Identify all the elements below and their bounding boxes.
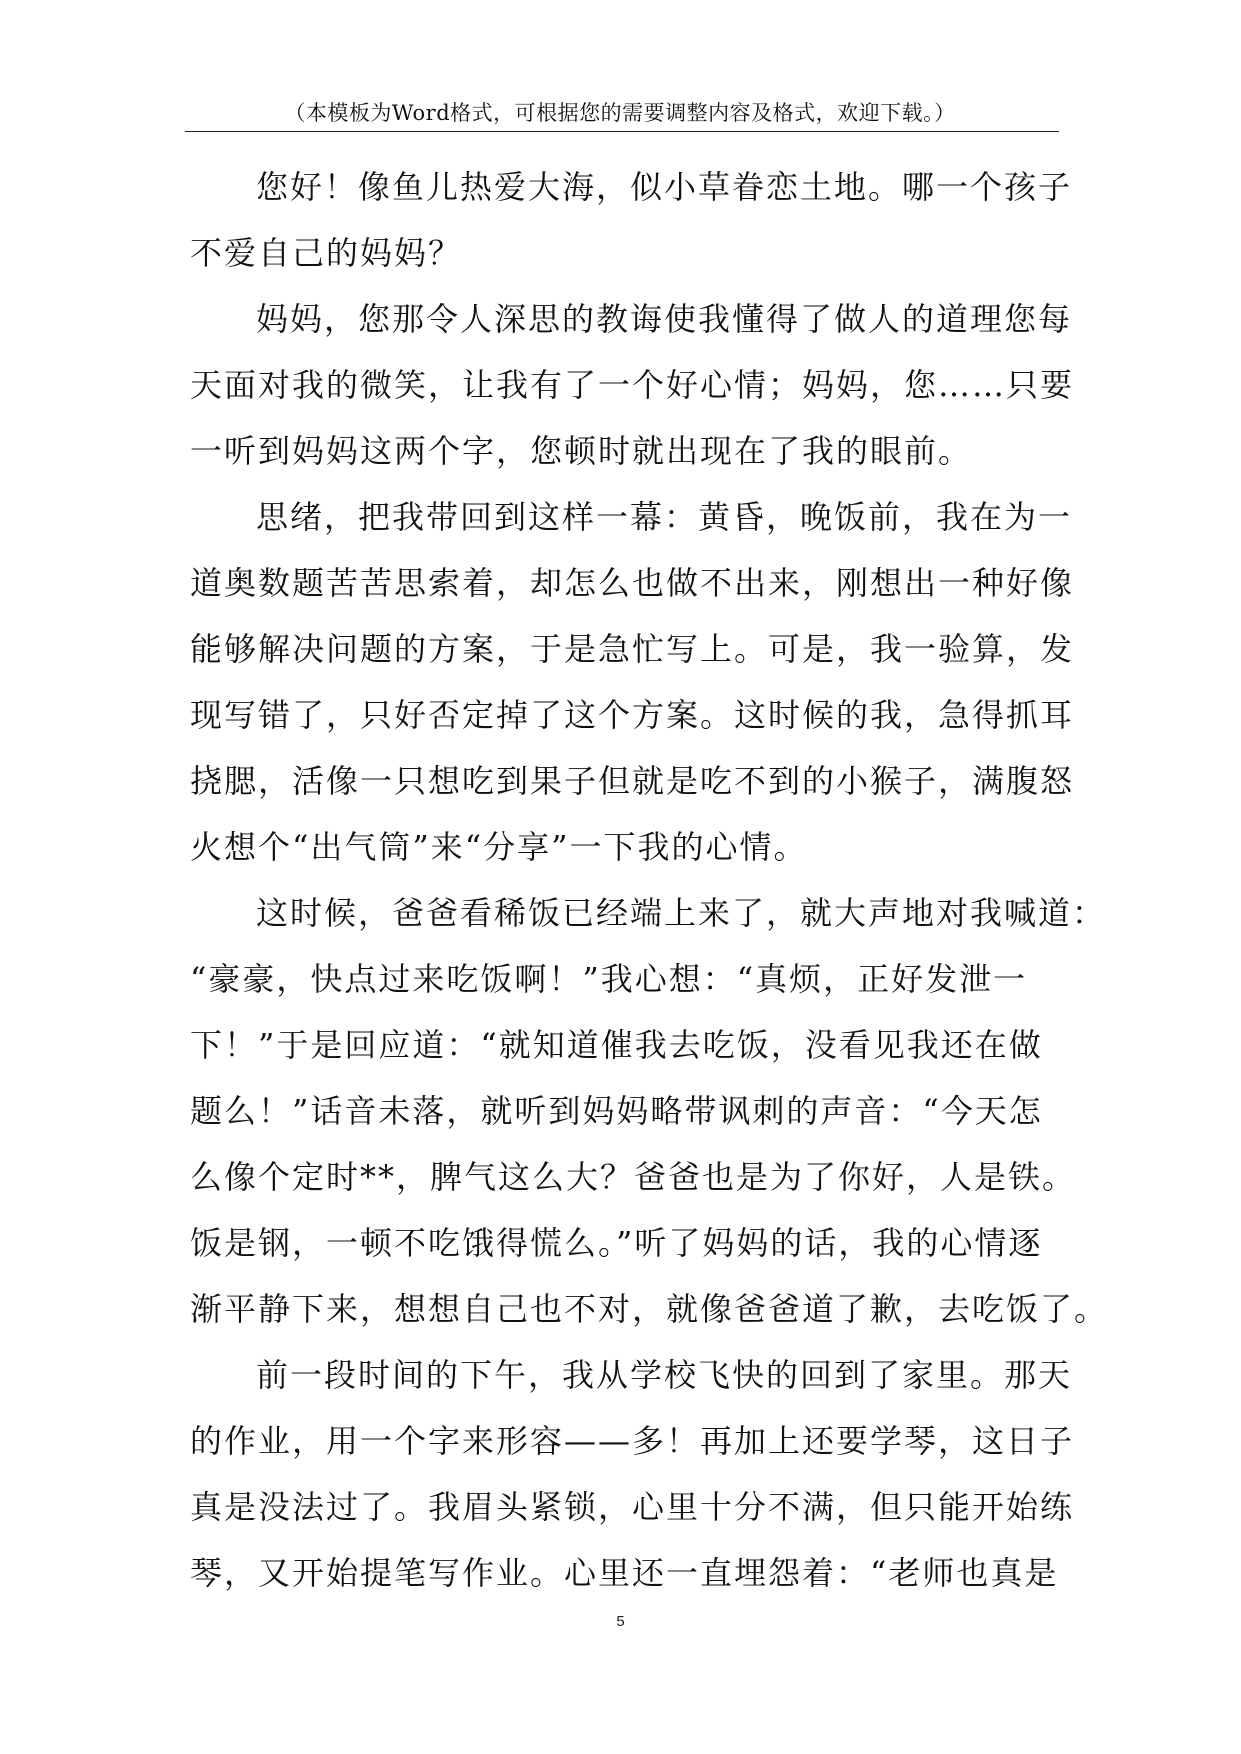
text-line: 火想个“出气筒”来“分享”一下我的心情。 — [190, 828, 808, 866]
text-line: 琴，又开始提笔写作业。心里还一直埋怨着：“老师也真是 — [190, 1554, 1059, 1592]
text-line: 现写错了，只好否定掉了这个方案。这时候的我，急得抓耳 — [190, 696, 1075, 734]
text-line: 前一段时间的下午，我从学校飞快的回到了家里。那天 — [256, 1356, 1073, 1394]
text-line: 的作业，用一个字来形容——多！再加上还要学琴，这日子 — [190, 1422, 1075, 1460]
text-line: 能够解决问题的方案，于是急忙写上。可是，我一验算，发 — [190, 630, 1075, 668]
text-line: 么像个定时**，脾气这么大？爸爸也是为了你好，人是铁。 — [190, 1158, 1077, 1196]
header-divider — [185, 131, 1059, 132]
document-body — [190, 154, 1109, 1606]
text-line: 不爱自己的妈妈？ — [190, 234, 463, 272]
text-line: 思绪，把我带回到这样一幕：黄昏，晚饭前，我在为一 — [256, 498, 1073, 536]
text-line: 天面对我的微笑，让我有了一个好心情；妈妈，您……只要 — [190, 366, 1075, 404]
text-line: “豪豪，快点过来吃饭啊！”我心想：“真烦，正好发泄一 — [190, 960, 1028, 998]
text-line: 这时候，爸爸看稀饭已经端上来了，就大声地对我喊道： — [256, 894, 1107, 932]
template-note-header: （本模板为Word格式，可根据您的需要调整内容及格式，欢迎下载。） — [284, 101, 956, 125]
text-line: 一听到妈妈这两个字，您顿时就出现在了我的眼前。 — [190, 432, 973, 470]
page-number: 5 — [616, 1613, 625, 1630]
text-line: 妈妈，您那令人深思的教诲使我懂得了做人的道理您每 — [256, 300, 1073, 338]
text-line: 道奥数题苦苦思索着，却怎么也做不出来，刚想出一种好像 — [190, 564, 1075, 602]
text-line: 饭是钢，一顿不吃饿得慌么。”听了妈妈的话，我的心情逐 — [190, 1224, 1043, 1262]
text-line: 渐平静下来，想想自己也不对，就像爸爸道了歉，去吃饭了。 — [190, 1290, 1109, 1328]
text-line: 您好！像鱼儿热爱大海，似小草眷恋土地。哪一个孩子 — [256, 168, 1073, 206]
text-line: 真是没法过了。我眉头紧锁，心里十分不满，但只能开始练 — [190, 1488, 1075, 1526]
text-line: 挠腮，活像一只想吃到果子但就是吃不到的小猴子，满腹怒 — [190, 762, 1075, 800]
text-line: 下！”于是回应道：“就知道催我去吃饭，没看见我还在做 — [190, 1026, 1043, 1064]
text-line: 题么！”话音未落，就听到妈妈略带讽刺的声音：“今天怎 — [190, 1092, 1043, 1130]
